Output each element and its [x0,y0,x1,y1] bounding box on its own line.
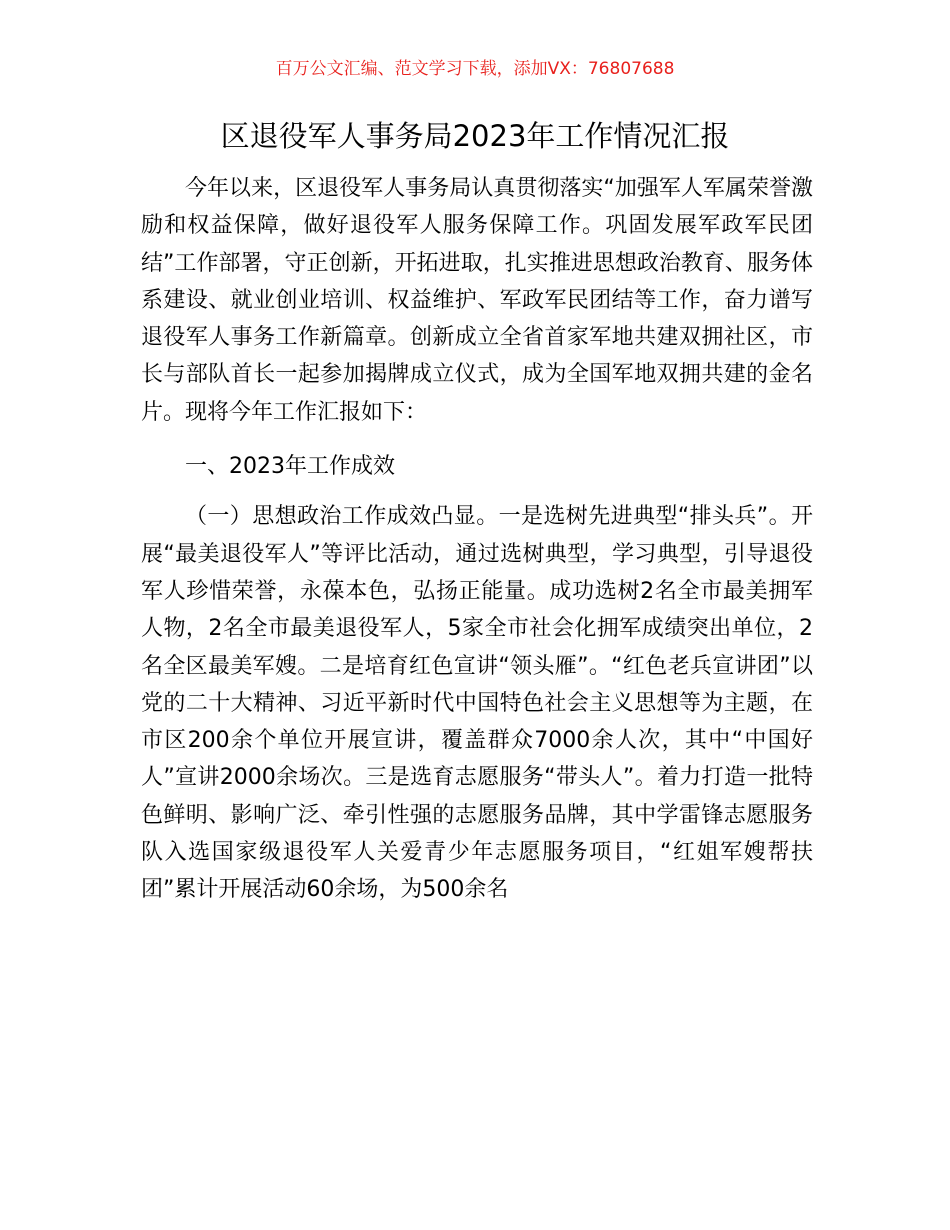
section-heading: 一、2023年工作成效 [185,454,395,480]
document-body [141,170,813,909]
intro-paragraph: 今年以来，区退役军人事务局认真贯彻落实“加强军人军属荣誉激励和权益保障，做好退役军人服务保障工作。巩固发展军政军民团结”工作部署，守正创新，开拓进取，扎实推进思想政治教育、服务体系建设、就业创业培训、权益维护、军政军民团结等工作，奋力谱写退役军人事务工作新篇章。创新成立全省首家军地共建双拥社区，市长与部队首长一起参加揭牌成立仪式，成为全国军地双拥共建的金名片。现将今年工作汇报如下： [141,176,813,425]
section-paragraph: （一）思想政治工作成效凸显。一是选树先进典型“排头兵”。开展“最美退役军人”等评比活动，通过选树典型，学习典型，引导退役军人珍惜荣誉，永葆本色，弘扬正能量。成功选树2名全市最美拥军人物，2名全市最美退役军人，5家全市社会化拥军成绩突出单位，2名全区最美军嫂。二是培育红色宣讲“领头雁”。“红色老兵宣讲团”以党的二十大精神、习近平新时代中国特色社会主义思想等为主题，在市区200余个单位开展宣讲，覆盖群众7000余人次，其中“中国好人”宣讲2000余场次。三是选育志愿服务“带头人”。着力打造一批特色鲜明、影响广泛、牵引性强的志愿服务品牌，其中学雷锋志愿服务队入选国家级退役军人关爱青少年志愿服务项目，“红姐军嫂帮扶团”累计开展活动60余场，为500余名 [141,504,813,903]
header-watermark-text: 百万公文汇编、范文学习下载，添加VX：76807688 [275,59,675,79]
document-title: 区退役军人事务局2023年工作情况汇报 [220,119,730,153]
